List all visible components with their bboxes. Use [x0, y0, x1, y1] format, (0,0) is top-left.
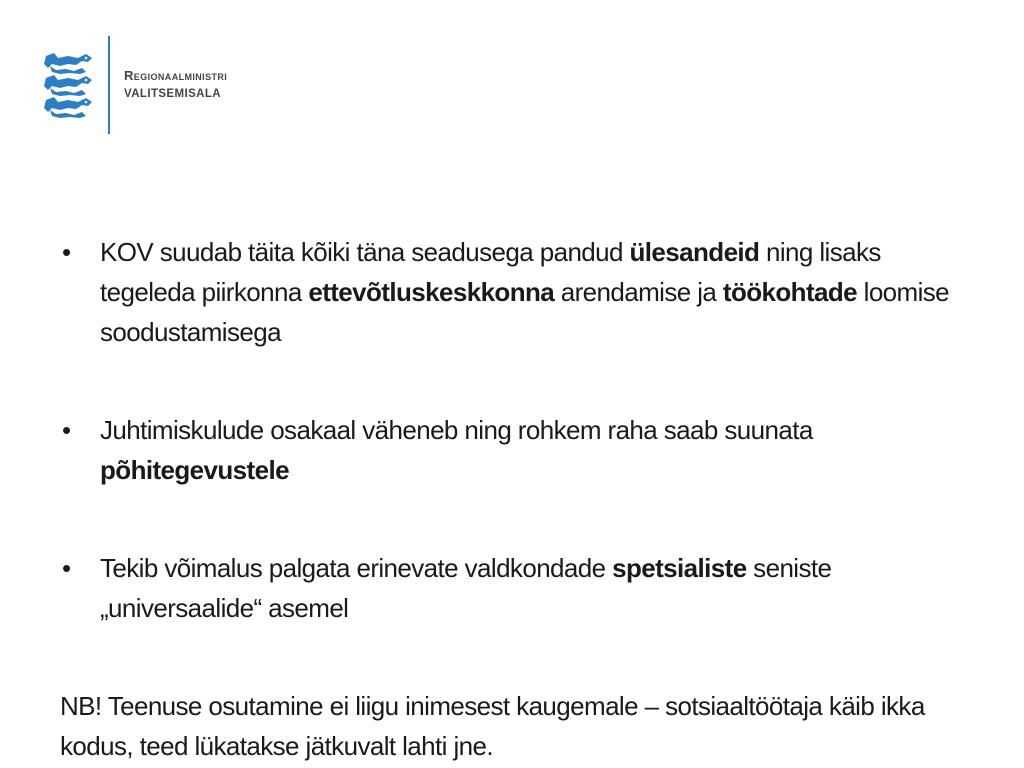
bullet-dot: • — [62, 553, 71, 583]
lion-1 — [44, 53, 92, 74]
bold-term: põhitegevustele — [100, 455, 289, 485]
bold-term: ülesandeid — [629, 237, 760, 267]
text-segment: Tekib võimalus palgata erinevate valdkondade — [100, 553, 613, 583]
slide-body — [60, 232, 960, 766]
ministry-name — [124, 66, 227, 104]
estonian-coat-of-arms-icon — [42, 50, 96, 120]
text-segment: Juhtimiskulude osakaal väheneb ning rohkem raha saab suunata — [100, 415, 813, 445]
text-segment: loomise soodustamisega — [100, 277, 950, 347]
ministry-line-1: Regionaalministri — [124, 68, 228, 83]
text-segment: KOV suudab täita kõiki täna seadusega pandud — [100, 237, 630, 267]
nb-note: NB! Teenuse osutamine ei liigu inimesest kaugemale – sotsiaaltöötaja käib ikka kodus, teed lükatakse jätkuvalt lahti jne. — [60, 691, 925, 761]
ministry-line-2: VALITSEMISALA — [124, 88, 221, 100]
text-segment: seniste „universaalide“ asemel — [100, 553, 832, 623]
bold-term: ettevõtluskeskkonna — [308, 277, 555, 307]
bold-term: töökohtade — [722, 277, 858, 307]
slide-header — [0, 0, 1024, 150]
lion-3 — [44, 97, 92, 118]
text-segment: arendamise ja — [554, 277, 723, 307]
bullet-item-1 — [60, 232, 960, 352]
text-segment: ning lisaks tegeleda piirkonna — [100, 237, 881, 307]
bullet-dot: • — [62, 237, 71, 267]
bullet-item-2 — [60, 410, 960, 490]
bullet-dot: • — [62, 415, 71, 445]
lion-2 — [44, 75, 92, 96]
bold-term: spetsialiste — [612, 553, 747, 583]
bullet-item-3 — [60, 548, 960, 628]
header-divider — [108, 36, 110, 134]
